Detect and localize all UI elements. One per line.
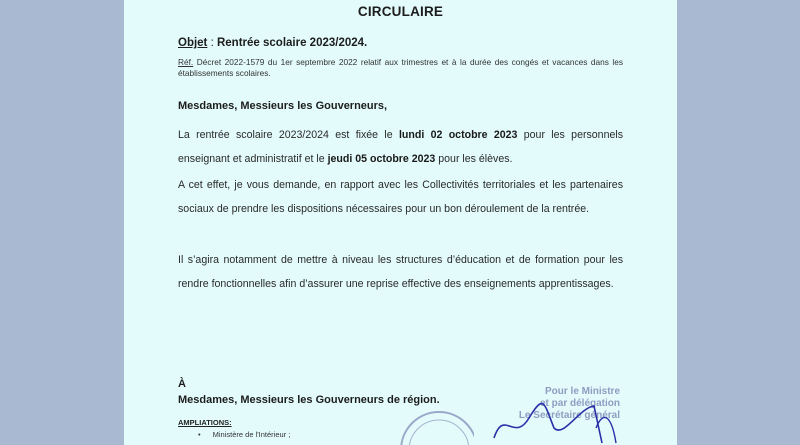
- salutation: Mesdames, Messieurs les Gouverneurs,: [178, 100, 388, 112]
- stamp-line-3: Le Secrétaire général: [518, 410, 620, 421]
- paragraph-dates: [178, 123, 623, 171]
- subject-line: [178, 37, 367, 49]
- student-start-date: jeudi 05 octobre 2023: [327, 153, 436, 165]
- addressee-name: Mesdames, Messieurs les Gouverneurs de région.: [178, 394, 440, 406]
- paragraph-dates-part2: pour les personnels enseignant et administratif et le: [178, 129, 624, 165]
- official-seal-icon: [394, 395, 474, 445]
- document-page: [124, 0, 677, 445]
- amplification-item: [198, 430, 290, 439]
- subject-value: Rentrée scolaire 2023/2024.: [216, 37, 368, 49]
- amplifications-label: AMPLIATIONS:: [178, 418, 232, 427]
- stamp-line-2: et par délégation: [539, 398, 620, 409]
- staff-start-date: lundi 02 octobre 2023: [398, 129, 518, 141]
- reference-line: [178, 57, 623, 78]
- signature-icon: [484, 398, 634, 445]
- document-title: CIRCULAIRE: [357, 4, 444, 19]
- subject-separator: :: [207, 37, 217, 49]
- amplification-text: Ministère de l'Intérieur ;: [212, 430, 291, 439]
- paragraph-dates-part3: pour les élèves.: [435, 153, 513, 165]
- reference-text: Décret 2022-1579 du 1er septembre 2022 relatif aux trimestres et à la durée des congés et vacances dans les établissements scolaires.: [178, 57, 623, 78]
- reference-label: Réf.: [178, 57, 194, 67]
- subject-label: Objet: [178, 37, 208, 49]
- addressee-prefix: À: [178, 378, 186, 390]
- paragraph-instructions: A cet effet, je vous demande, en rapport avec les Collectivités territoriales et les partenaires sociaux de prendre les dispositions nécessaires pour un bon déroulement de la rentrée.: [178, 179, 623, 215]
- paragraph-infrastructure: Il s’agira notamment de mettre à niveau les structures d’éducation et de formation pour les rendre fonctionnelles afin d’assurer une reprise effective des enseignements apprentissages.: [178, 254, 623, 290]
- stamp-line-1: Pour le Ministre: [544, 386, 620, 397]
- amplification-bullet: •: [198, 430, 201, 439]
- paragraph-dates-part1: La rentrée scolaire 2023/2024 est fixée le: [178, 129, 399, 141]
